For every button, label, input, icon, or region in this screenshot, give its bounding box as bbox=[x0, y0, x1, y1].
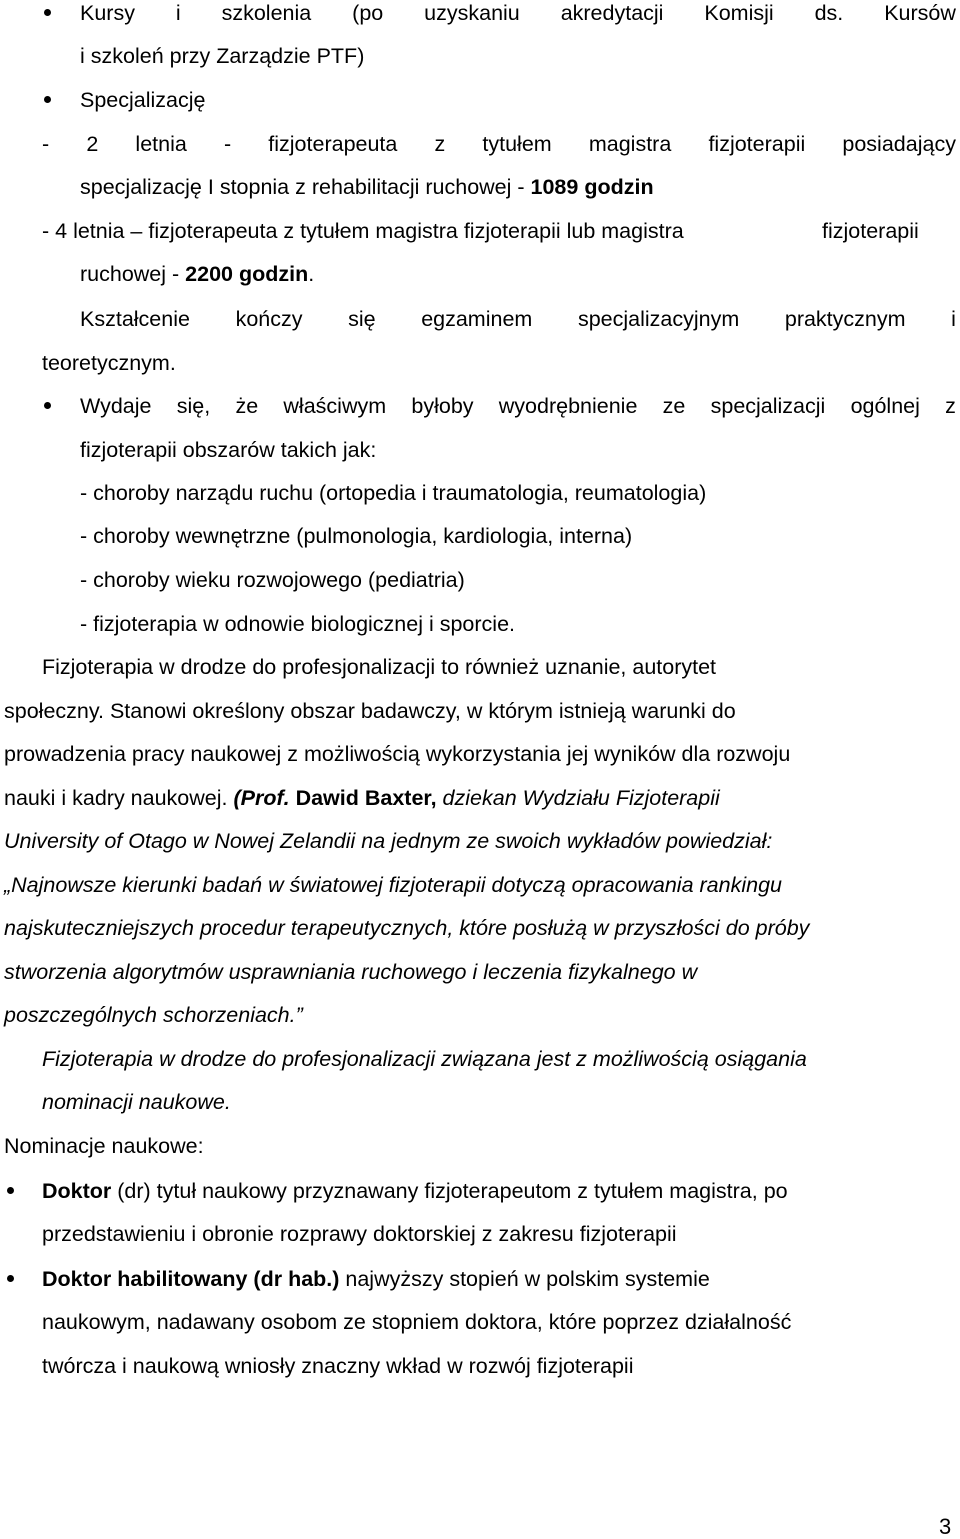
word: ze bbox=[662, 394, 686, 418]
bullet-icon bbox=[44, 96, 51, 103]
degree-name: Doktor bbox=[42, 1179, 112, 1203]
page-number: 3 bbox=[939, 1514, 952, 1539]
word: Kursów bbox=[884, 1, 956, 25]
text-span: (dr) tytuł naukowy przyznawany fizjoterapeutom z tytułem magistra, po bbox=[111, 1179, 788, 1203]
word: szkolenia bbox=[221, 1, 312, 25]
word: tytułem bbox=[482, 132, 552, 156]
text-line bbox=[4, 918, 809, 940]
text-line: teoretycznym. bbox=[42, 351, 176, 375]
text-line bbox=[80, 396, 956, 418]
text-span: specjalizację I stopnia z rehabilitacji ruchowej - bbox=[80, 175, 531, 199]
section-title: Specjalizację bbox=[80, 88, 206, 112]
word: ds. bbox=[814, 1, 844, 25]
quote-text: University of Otago w Nowej Zelandii na jednym ze swoich wykładów powiedział: bbox=[4, 829, 773, 853]
italic-text: nominacji naukowe. bbox=[42, 1090, 231, 1114]
word: magistra bbox=[588, 132, 672, 156]
word: Kształcenie bbox=[80, 307, 190, 331]
word: specjalizacyjnym bbox=[577, 307, 740, 331]
word: 2 bbox=[86, 132, 99, 156]
text-line: prowadzenia pracy naukowej z możliwością wykorzystania jej wyników dla rozwoju bbox=[4, 742, 791, 766]
word: Kursy bbox=[80, 1, 135, 25]
text-line bbox=[80, 309, 956, 331]
quote-attribution: (Prof. bbox=[233, 786, 296, 810]
word: i bbox=[175, 1, 181, 25]
text-line: fizjoterapii bbox=[822, 219, 919, 243]
text-line: i szkoleń przy Zarządzie PTF) bbox=[80, 44, 365, 68]
quote-text: „Najnowsze kierunki badań w światowej fizjoterapii dotyczą opracowania rankingu bbox=[4, 873, 782, 897]
italic-text: Fizjoterapia w drodze do profesjonalizacji związana jest z możliwością osiągania bbox=[42, 1047, 807, 1071]
text-span: najwyższy stopień w polskim systemie bbox=[339, 1267, 710, 1291]
word: kończy bbox=[235, 307, 303, 331]
word: letnia bbox=[135, 132, 187, 156]
word: z bbox=[434, 132, 446, 156]
quote-attribution: dziekan Wydziału Fizjoterapii bbox=[436, 786, 720, 810]
word: że bbox=[235, 394, 259, 418]
text-line: fizjoterapii obszarów takich jak: bbox=[80, 438, 377, 462]
text-line bbox=[4, 875, 782, 897]
word: byłoby bbox=[411, 394, 474, 418]
text-line bbox=[42, 1049, 807, 1071]
word: - bbox=[42, 132, 50, 156]
text-line bbox=[4, 788, 720, 810]
bullet-icon bbox=[44, 9, 51, 16]
word: (po bbox=[352, 1, 384, 25]
quote-text: stworzenia algorytmów usprawniania ruchowego i leczenia fizykalnego w bbox=[4, 960, 698, 984]
word: egzaminem bbox=[421, 307, 533, 331]
text-line bbox=[42, 1092, 231, 1114]
word: akredytacji bbox=[560, 1, 664, 25]
text-line: społeczny. Stanowi określony obszar badawczy, w którym istnieją warunki do bbox=[4, 699, 736, 723]
word: ogólnej bbox=[850, 394, 920, 418]
text-line bbox=[80, 3, 956, 25]
hours-value: 2200 godzin bbox=[185, 262, 309, 286]
quote-text: poszczególnych schorzeniach.” bbox=[4, 1003, 303, 1027]
list-item: - choroby narządu ruchu (ortopedia i traumatologia, reumatologia) bbox=[80, 481, 707, 505]
degree-name: Doktor habilitowany (dr hab.) bbox=[42, 1267, 340, 1291]
section-title: Nominacje naukowe: bbox=[4, 1134, 204, 1158]
word: i bbox=[951, 307, 956, 331]
word: uzyskaniu bbox=[424, 1, 520, 25]
list-item: - choroby wieku rozwojowego (pediatria) bbox=[80, 568, 465, 592]
bullet-icon bbox=[7, 1275, 14, 1282]
text-line bbox=[4, 831, 772, 853]
text-span: ruchowej - bbox=[80, 262, 186, 286]
word: Komisji bbox=[704, 1, 774, 25]
text-line bbox=[42, 134, 956, 156]
word: z bbox=[945, 394, 956, 418]
hours-value: 1089 godzin bbox=[530, 175, 654, 199]
text-line bbox=[42, 1181, 788, 1203]
text-line: naukowym, nadawany osobom ze stopniem doktora, które poprzez działalność bbox=[42, 1310, 792, 1334]
word: właściwym bbox=[283, 394, 387, 418]
text-line bbox=[4, 1005, 303, 1027]
text-line bbox=[4, 962, 697, 984]
text-line: - 4 letnia – fizjoterapeuta z tytułem magistra fizjoterapii lub magistra bbox=[42, 219, 684, 243]
text-line bbox=[80, 264, 314, 286]
text-span: . bbox=[308, 262, 315, 286]
text-span: nauki i kadry naukowej. bbox=[4, 786, 234, 810]
word: Wydaje bbox=[80, 394, 152, 418]
word: praktycznym bbox=[784, 307, 906, 331]
bullet-icon bbox=[7, 1187, 14, 1194]
list-item: - choroby wewnętrzne (pulmonologia, kardiologia, interna) bbox=[80, 524, 633, 548]
text-line: przedstawieniu i obronie rozprawy doktorskiej z zakresu fizjoterapii bbox=[42, 1222, 677, 1246]
quote-text: najskuteczniejszych procedur terapeutycznych, które posłużą w przyszłości do próby bbox=[4, 916, 810, 940]
word: fizjoterapeuta bbox=[268, 132, 398, 156]
text-line bbox=[80, 177, 654, 199]
text-line bbox=[42, 1269, 710, 1291]
word: posiadający bbox=[842, 132, 956, 156]
list-item: - fizjoterapia w odnowie biologicznej i sporcie. bbox=[80, 612, 515, 636]
quote-author: Dawid Baxter, bbox=[295, 786, 437, 810]
word: się, bbox=[176, 394, 211, 418]
word: fizjoterapii bbox=[708, 132, 806, 156]
word: się bbox=[348, 307, 376, 331]
word: specjalizacji bbox=[710, 394, 826, 418]
bullet-icon bbox=[44, 402, 51, 409]
text-line: Fizjoterapia w drodze do profesjonalizacji to również uznanie, autorytet bbox=[42, 655, 717, 679]
word: wyodrębnienie bbox=[498, 394, 638, 418]
text-line: twórcza i naukową wniosły znaczny wkład w rozwój fizjoterapii bbox=[42, 1354, 634, 1378]
word: - bbox=[223, 132, 232, 156]
